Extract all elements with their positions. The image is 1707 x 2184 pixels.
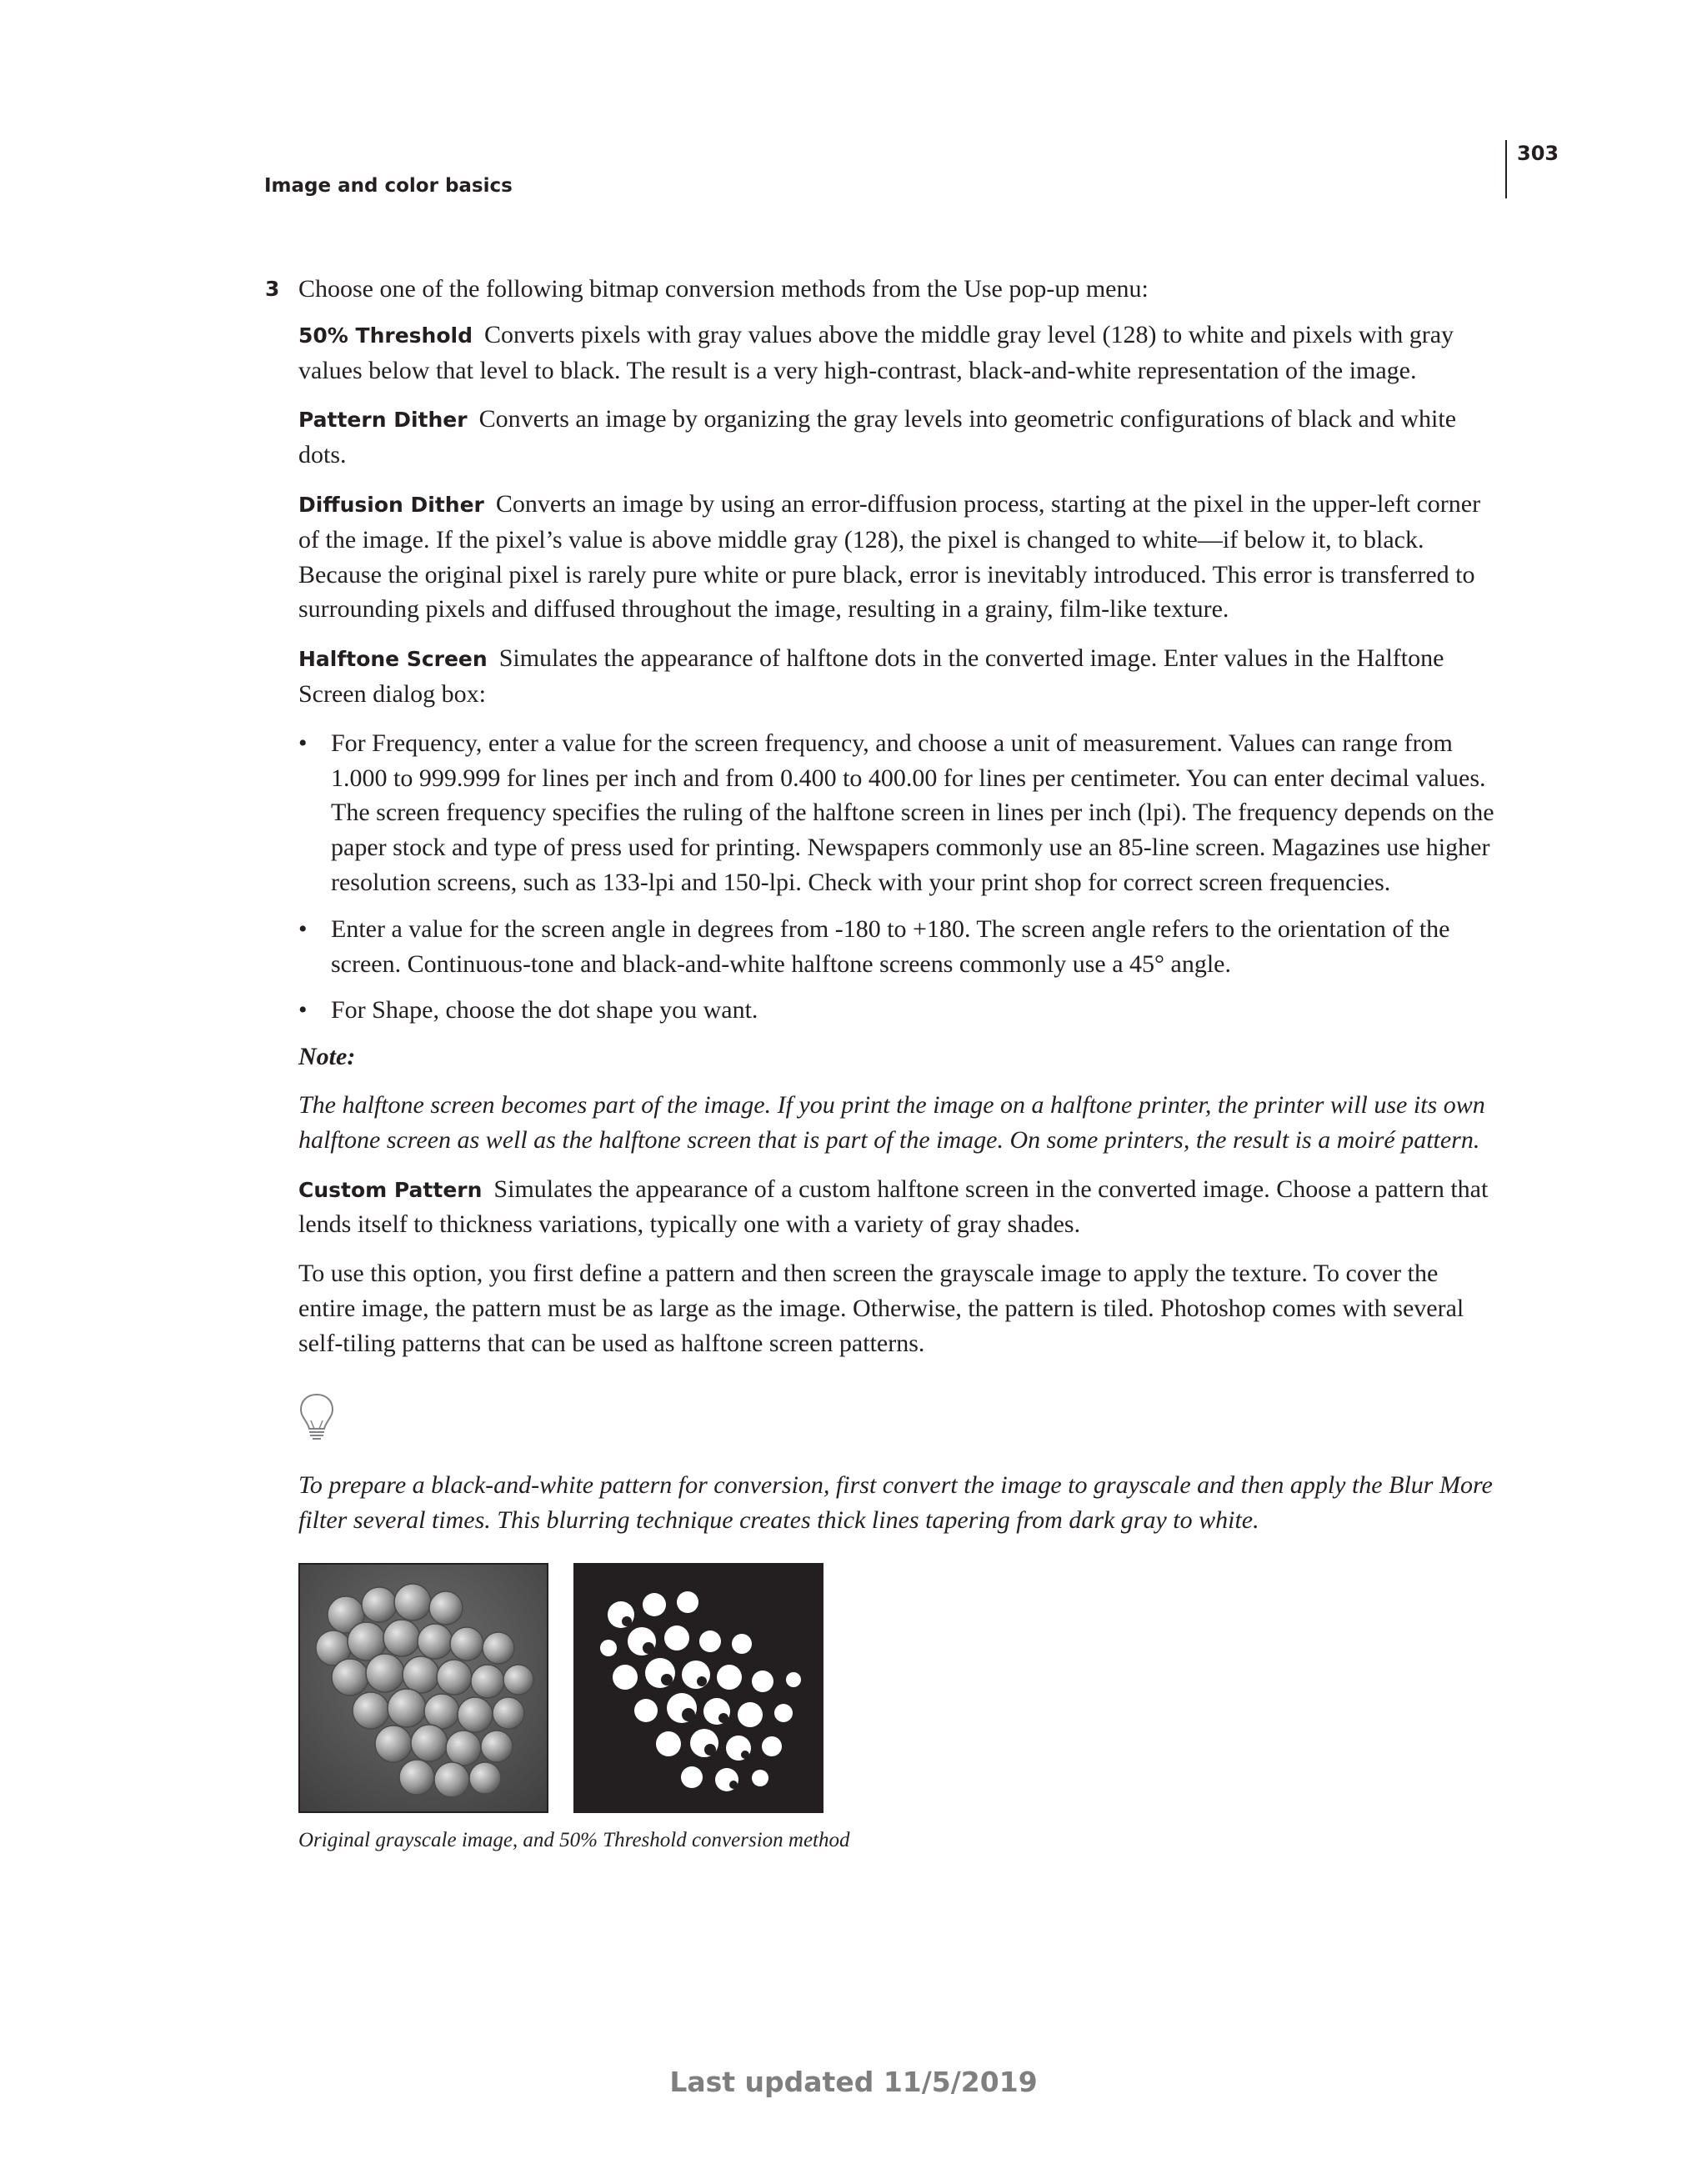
step-text: Choose one of the following bitmap conversion methods from the Use pop-up menu:	[298, 275, 1149, 303]
original-grayscale-image	[298, 1563, 548, 1813]
halftone-options-list	[298, 726, 1499, 1028]
term-halftone-screen: Halftone Screen	[298, 647, 488, 672]
page-number-divider	[1505, 140, 1507, 198]
list-item	[298, 726, 1499, 900]
step-number: 3	[265, 277, 280, 301]
definition-text: Converts pixels with gray values above the middle gray level (128) to white and pixels with gray values below that level to black. The result is a very high-contrast, black-and-white representation of the image.	[298, 320, 1454, 384]
figure-caption: Original grayscale image, and 50% Threshold conversion method	[298, 1828, 850, 1851]
page-content	[265, 272, 1499, 1858]
bullet-icon: •	[298, 996, 308, 1024]
definition-text: Simulates the appearance of a custom halftone screen in the converted image. Choose a pattern that lends itself to thickness variations, typically one with a variety of gray shades.	[298, 1175, 1489, 1239]
page-number: 303	[1517, 142, 1559, 165]
definition-text: Simulates the appearance of halftone dots in the converted image. Enter values in the Halftone Screen dialog box:	[298, 644, 1444, 708]
tip-text: To prepare a black-and-white pattern for conversion, first convert the image to grayscale and then apply the Blur More filter several times. This blurring technique creates thick lines tapering from dark gray to white.	[298, 1471, 1493, 1535]
list-item	[298, 993, 1499, 1028]
running-header: Image and color basics	[264, 175, 513, 197]
definition-text: Converts an image by using an error-diffusion process, starting at the pixel in the upper-left corner of the image. If the pixel’s value is above middle gray (128), the pixel is changed to white—if below it, to black. Because the original pixel is rarely pure white or pure black, error is inevitably introduced. This error is transferred to surrounding pixels and diffused throughout the image, resulting in a grainy, film-like texture.	[298, 489, 1481, 624]
figure	[298, 1563, 1499, 1813]
note-label: Note:	[298, 1043, 356, 1071]
list-item-text: Enter a value for the screen angle in degrees from -180 to +180. The screen angle refers to the orientation of the screen. Continuous-tone and black-and-white halftone screens commonly use a 45° angle.	[331, 914, 1450, 978]
term-custom-pattern: Custom Pattern	[298, 1177, 483, 1202]
definition-pattern-dither	[298, 402, 1499, 473]
definition-halftone-screen	[298, 641, 1499, 712]
body-paragraph: To use this option, you first define a pattern and then screen the grayscale image to apply the texture. To cover the entire image, the pattern must be as large as the image. Otherwise, the pattern is tiled. Photoshop comes with several self-tiling patterns that can be used as halftone screen patterns.	[298, 1260, 1464, 1357]
term-50-threshold: 50% Threshold	[298, 323, 473, 348]
note-text: The halftone screen becomes part of the image. If you print the image on a halftone printer, the printer will use its own halftone screen as well as the halftone screen that is part of the image. On some printers, the result is a moiré pattern.	[298, 1090, 1485, 1154]
bullet-icon: •	[298, 729, 308, 757]
lightbulb-icon	[298, 1392, 335, 1440]
list-item-text: For Shape, choose the dot shape you want.	[331, 996, 758, 1024]
definition-50-threshold	[298, 318, 1499, 388]
list-item-text: For Frequency, enter a value for the screen frequency, and choose a unit of measurement. Values can range from 1.000 to 999.999 for lines per inch and from 0.400 to 400.00 for lines per centimeter. You can enter decimal values. The screen frequency specifies the ruling of the halftone screen in lines per inch (lpi). The frequency depends on the paper stock and type of press used for printing. Newspapers commonly use an 85-line screen. Magazines use higher resolution screens, such as 133-lpi and 150-lpi. Check with your print shop for correct screen frequencies.	[331, 729, 1494, 896]
list-item	[298, 912, 1499, 982]
footer-last-updated: Last updated 11/5/2019	[669, 2066, 1038, 2098]
step-3	[265, 272, 1499, 307]
threshold-converted-image	[573, 1563, 823, 1813]
bullet-icon: •	[298, 914, 308, 943]
definition-diffusion-dither	[298, 487, 1499, 627]
term-diffusion-dither: Diffusion Dither	[298, 492, 484, 517]
term-pattern-dither: Pattern Dither	[298, 408, 468, 433]
definition-text: Converts an image by organizing the gray levels into geometric configurations of black and white dots.	[298, 405, 1457, 469]
definition-custom-pattern	[298, 1172, 1499, 1243]
